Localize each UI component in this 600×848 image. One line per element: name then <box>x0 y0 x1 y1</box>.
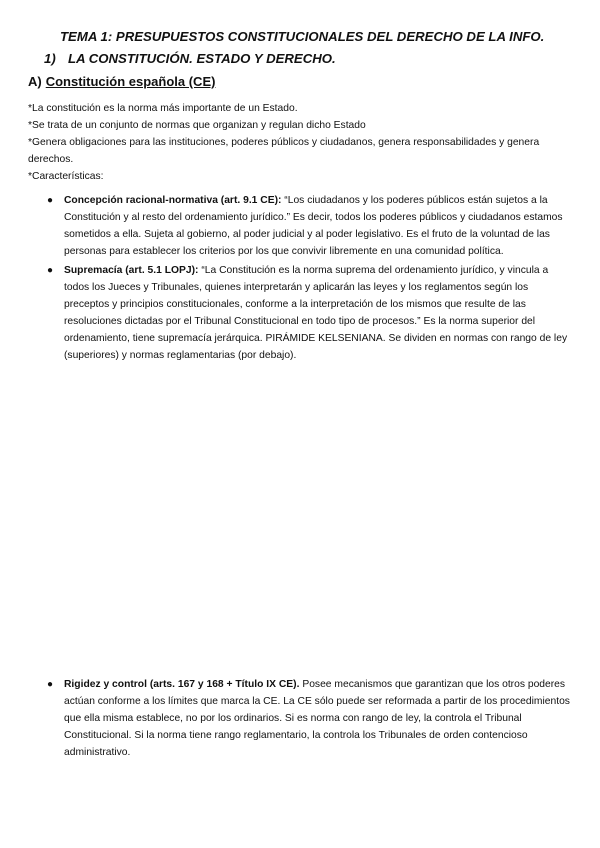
characteristics-list <box>47 192 576 366</box>
characteristics-list-continued <box>47 676 576 763</box>
section-letter: A) <box>28 74 42 89</box>
subtitle-text: LA CONSTITUCIÓN. ESTADO Y DERECHO. <box>68 51 336 66</box>
intro-paragraphs <box>28 100 558 185</box>
document-title: TEMA 1: PRESUPUESTOS CONSTITUCIONALES DEL DERECHO DE LA INFO. <box>60 29 545 44</box>
list-item <box>47 262 576 364</box>
bullet-icon: ● <box>47 195 54 206</box>
section-title: Constitución española (CE) <box>45 74 216 89</box>
subtitle-number: 1) <box>44 51 56 66</box>
characteristic-body: “La Constitución es la norma suprema del ordenamiento jurídico, y vincula a todos los Jueces y Tribunales, quienes interpretarán y aplicarán las leyes y los reglamentos según los preceptos y principios constitucionales, conforme a la interpretación de los mismos que resulte de las resoluciones dictadas por el Tribunal Constitucional en todo tipo de procesos.” Es la norma superior del ordenamiento, tiene supremacía jerárquica. PIRÁMIDE KELSENIANA. Se dividen en normas con rango de ley (superiores) y normas reglamentarias (por debajo). <box>64 265 568 361</box>
subtitle <box>44 51 336 66</box>
bullet-icon: ● <box>47 265 54 276</box>
intro-line: *Genera obligaciones para las instituciones, poderes públicos y ciudadanos, genera responsabilidades y genera derechos. <box>28 137 540 165</box>
intro-line: *Características: <box>28 171 104 182</box>
characteristic-heading: Supremacía (art. 5.1 LOPJ): <box>64 265 199 276</box>
intro-line: *La constitución es la norma más importante de un Estado. <box>28 103 298 114</box>
characteristic-heading: Concepción racional-normativa (art. 9.1 CE): <box>64 195 282 206</box>
characteristic-heading: Rigidez y control (arts. 167 y 168 + Título IX CE). <box>64 679 300 690</box>
list-item <box>47 192 576 260</box>
intro-line: *Se trata de un conjunto de normas que organizan y regulan dicho Estado <box>28 120 366 131</box>
characteristic-body: Posee mecanismos que garantizan que los otros poderes actúan conforme a los límites que marca la CE. La CE sólo puede ser reformada a partir de los procedimientos que ella misma establece, no por los ordinarios. Si es norma con rango de ley, la controla el Tribunal Constitucional. Si la norma tiene rango reglamentario, la controla los Tribunales de orden contencioso administrativo. <box>64 679 570 758</box>
section-heading <box>28 74 215 89</box>
list-item <box>47 676 576 761</box>
bullet-icon: ● <box>47 679 54 690</box>
characteristic-body: “Los ciudadanos y los poderes públicos están sujetos a la Constitución y al resto del ordenamiento jurídico.” Es decir, todos los poderes públicos y ciudadanos estamos sometidos a ella. Sujeta al gobierno, al poder judicial y al poder legislativo. Es el fruto de la voluntad de las personas para establecer los criterios por los que convivir libremente en una comunidad política. <box>64 195 563 257</box>
